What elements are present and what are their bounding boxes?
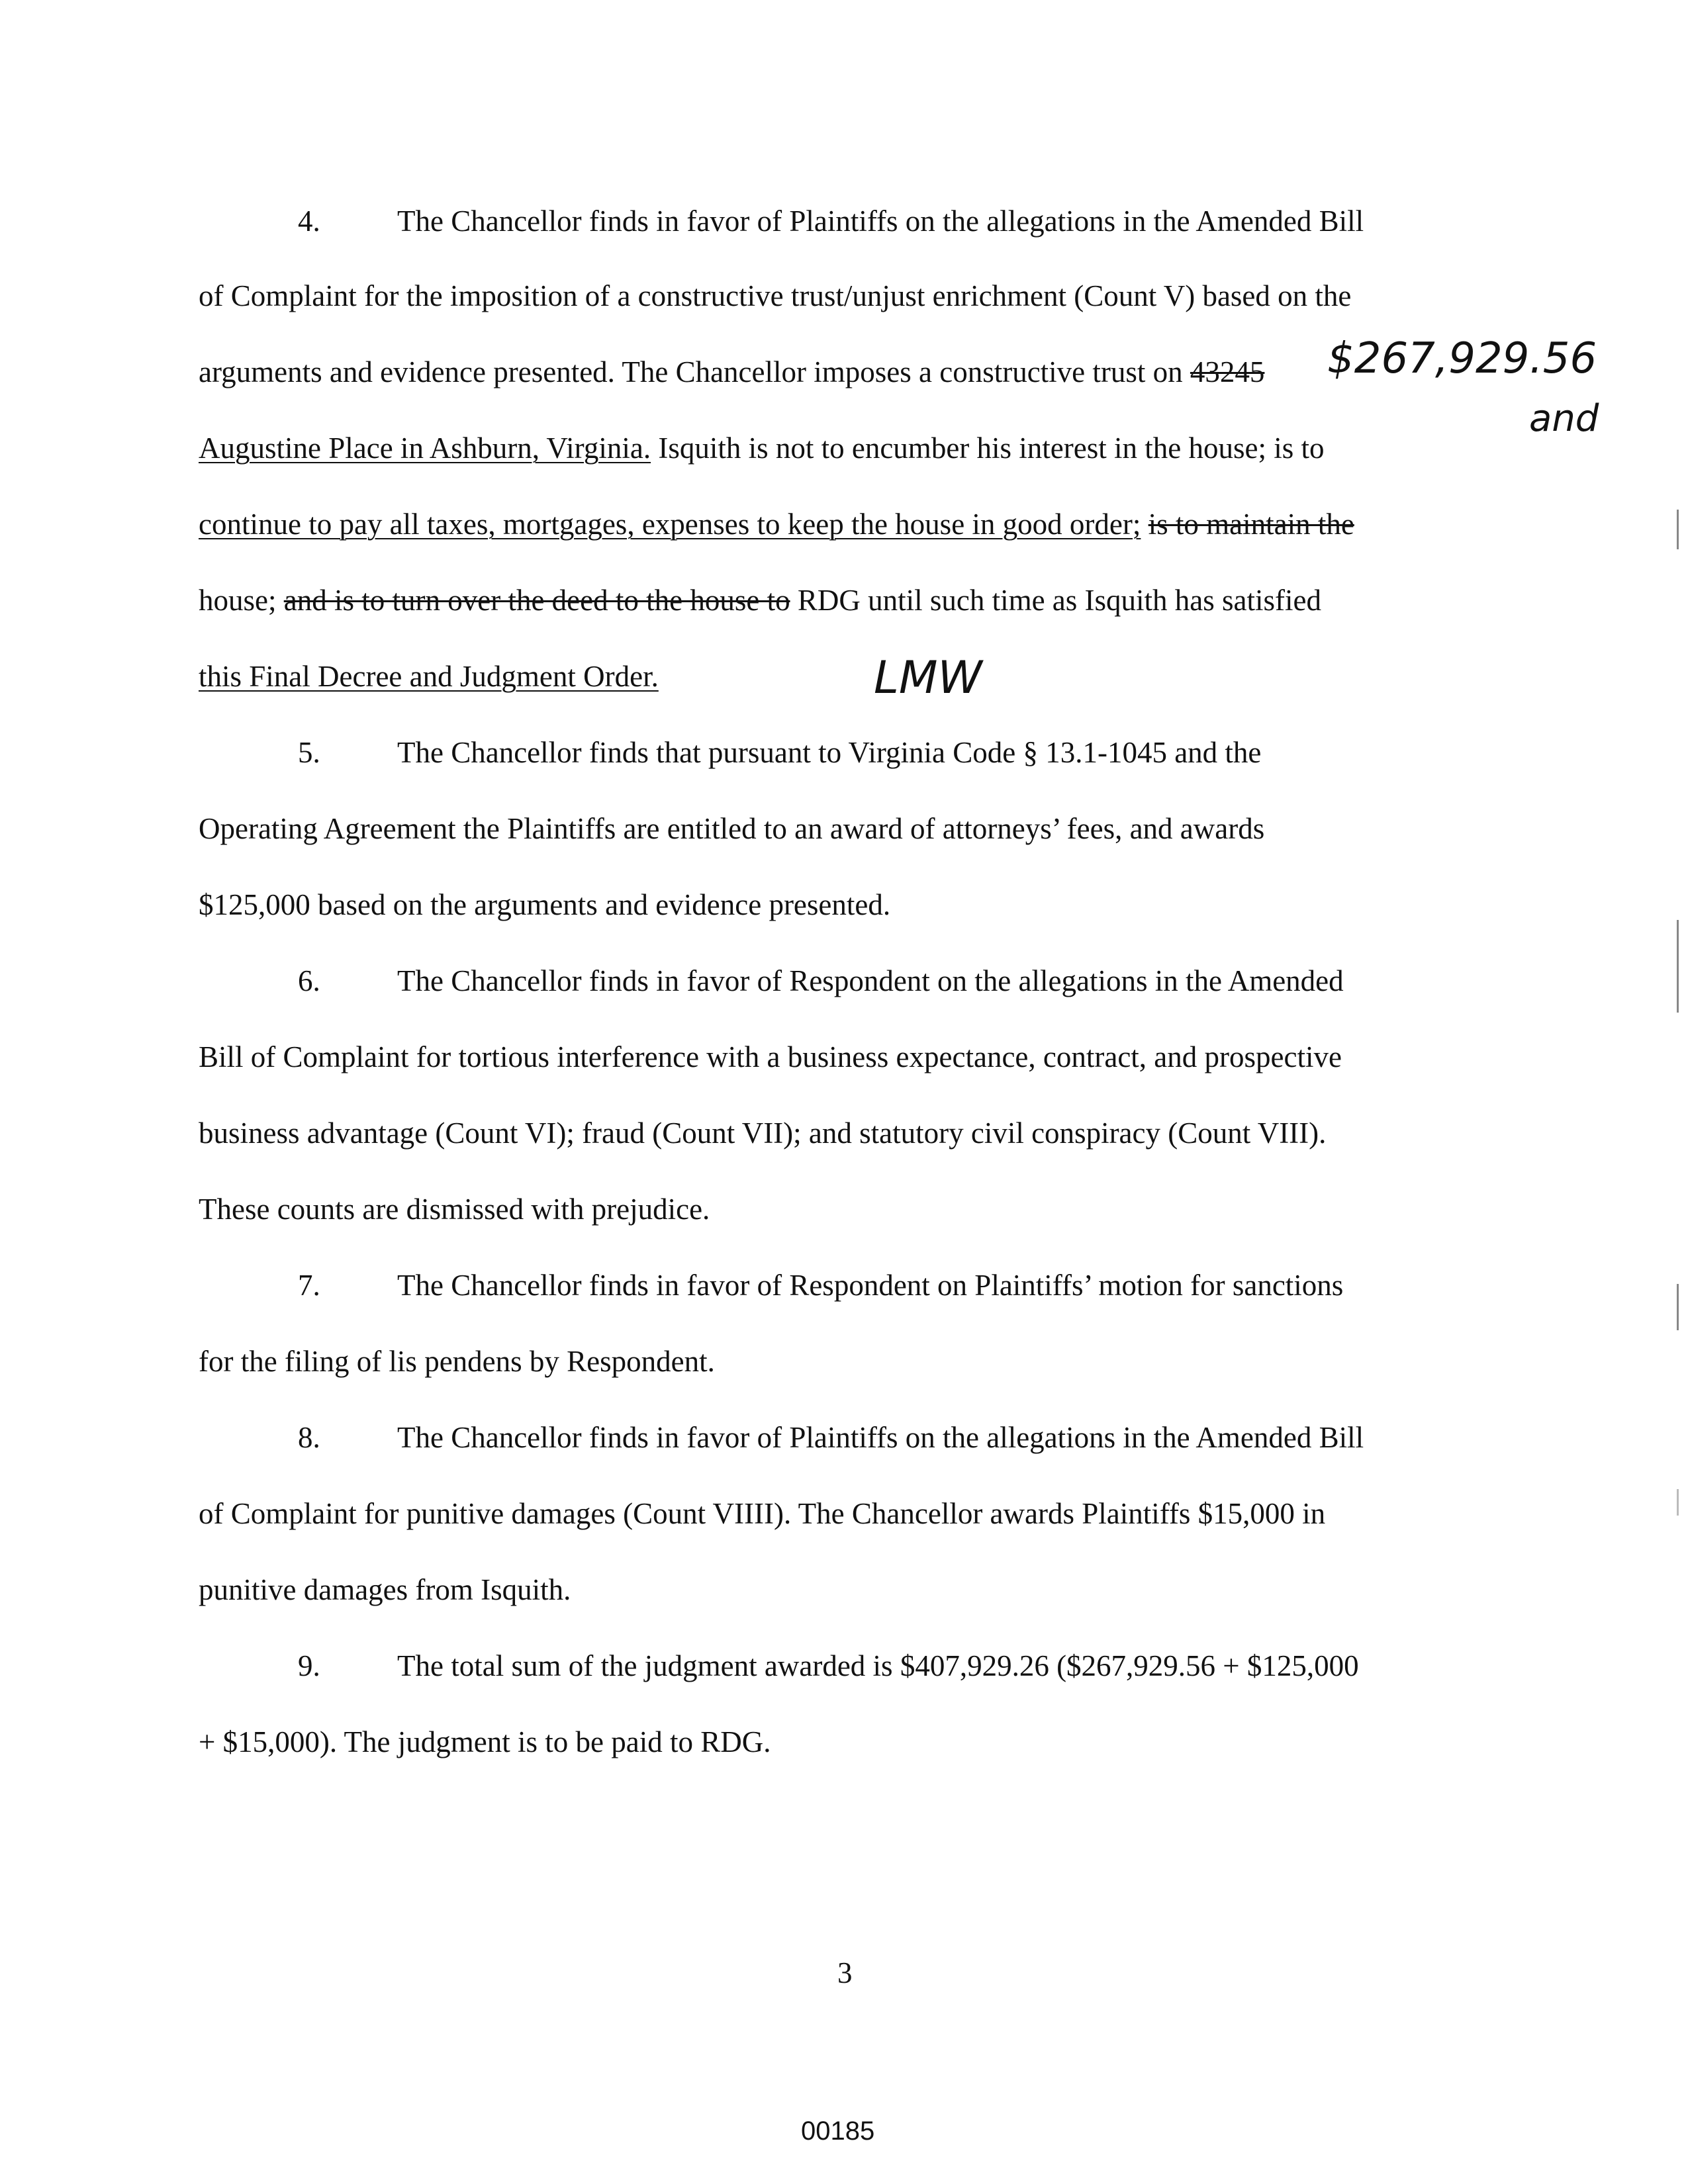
para6-text-1: The Chancellor finds in favor of Respondent on the allegations in the Amended: [397, 964, 1344, 997]
para6-line2: Bill of Complaint for tortious interference with a business expectance, contract, and prospective: [199, 1040, 1342, 1073]
para5-text-1: The Chancellor finds that pursuant to Virginia Code § 13.1-1045 and the: [397, 736, 1262, 769]
para9-text-1: The total sum of the judgment awarded is $407,929.26 ($267,929.56 + $125,000: [397, 1649, 1359, 1682]
para4-line4: [199, 433, 1324, 463]
para4-line3: [199, 357, 1264, 387]
para8-line1: [298, 1423, 1364, 1453]
para9-line2: + $15,000). The judgment is to be paid to RDG.: [199, 1725, 771, 1758]
para4-text-4: Isquith is not to encumber his interest in the house; is to: [658, 432, 1325, 465]
para4-text-3: arguments and evidence presented. The Chancellor imposes a constructive trust on: [199, 355, 1183, 388]
para7-number: 7.: [298, 1269, 320, 1302]
para6-line3: business advantage (Count VI); fraud (Count VII); and statutory civil conspiracy (Count VIII).: [199, 1116, 1327, 1150]
para5-line2: Operating Agreement the Plaintiffs are entitled to an award of attorneys’ fees, and awards: [199, 812, 1265, 845]
para6-line1: [298, 966, 1344, 996]
para7-text-1: The Chancellor finds in favor of Respondent on Plaintiffs’ motion for sanctions: [397, 1269, 1344, 1302]
struck-final-decree-clause: this Final Decree and Judgment Order.: [199, 660, 659, 693]
struck-maintain-clause: is to maintain the: [1148, 508, 1354, 541]
para9-number: 9.: [298, 1649, 320, 1682]
scan-edge-mark: [1677, 920, 1679, 1013]
scan-edge-mark: [1677, 1284, 1679, 1330]
para7-line2: for the filing of lis pendens by Respondent.: [199, 1345, 715, 1378]
para4-line1: [298, 206, 1364, 236]
para5-number: 5.: [298, 736, 320, 769]
para5-line1: [298, 738, 1261, 768]
para9-line1: [298, 1651, 1359, 1681]
para4-text-1: The Chancellor finds in favor of Plaintiffs on the allegations in the Amended Bill: [397, 205, 1364, 238]
para4-text-6b: RDG until such time as Isquith has satisfied: [797, 584, 1321, 617]
para8-line3: punitive damages from Isquith.: [199, 1573, 571, 1606]
para4-text-6a: house;: [199, 584, 277, 617]
para4-number: 4.: [298, 205, 320, 238]
struck-address: Augustine Place in Ashburn, Virginia.: [199, 432, 651, 465]
para8-text-1: The Chancellor finds in favor of Plaintiffs on the allegations in the Amended Bill: [397, 1421, 1364, 1454]
struck-house-number: 43245: [1190, 355, 1265, 388]
para8-line2: of Complaint for punitive damages (Count VIIII). The Chancellor awards Plaintiffs $15,000 in: [199, 1497, 1326, 1530]
para4-line2: of Complaint for the imposition of a constructive trust/unjust enrichment (Count V) based on the: [199, 279, 1352, 312]
page-number: 3: [837, 1956, 853, 1989]
para4-line7: [199, 662, 659, 692]
handwritten-initials: LMW: [874, 652, 982, 704]
struck-deed-clause: and is to turn over the deed to the house to: [283, 584, 790, 617]
para5-line3: $125,000 based on the arguments and evidence presented.: [199, 888, 891, 921]
para4-line5: [199, 510, 1354, 539]
scan-edge-mark: [1677, 510, 1679, 549]
para8-number: 8.: [298, 1421, 320, 1454]
handwritten-and: and: [1529, 397, 1599, 440]
para6-number: 6.: [298, 964, 320, 997]
handwritten-amount: $267,929.56: [1327, 334, 1597, 383]
para4-text-5a: continue to pay all taxes, mortgages, expenses to keep the house in good order;: [199, 508, 1141, 541]
scan-edge-mark: [1677, 1489, 1679, 1516]
para7-line1: [298, 1271, 1343, 1300]
bates-number: 00185: [801, 2116, 875, 2146]
para6-line4: These counts are dismissed with prejudice.: [199, 1193, 710, 1226]
para4-line6: [199, 586, 1321, 615]
